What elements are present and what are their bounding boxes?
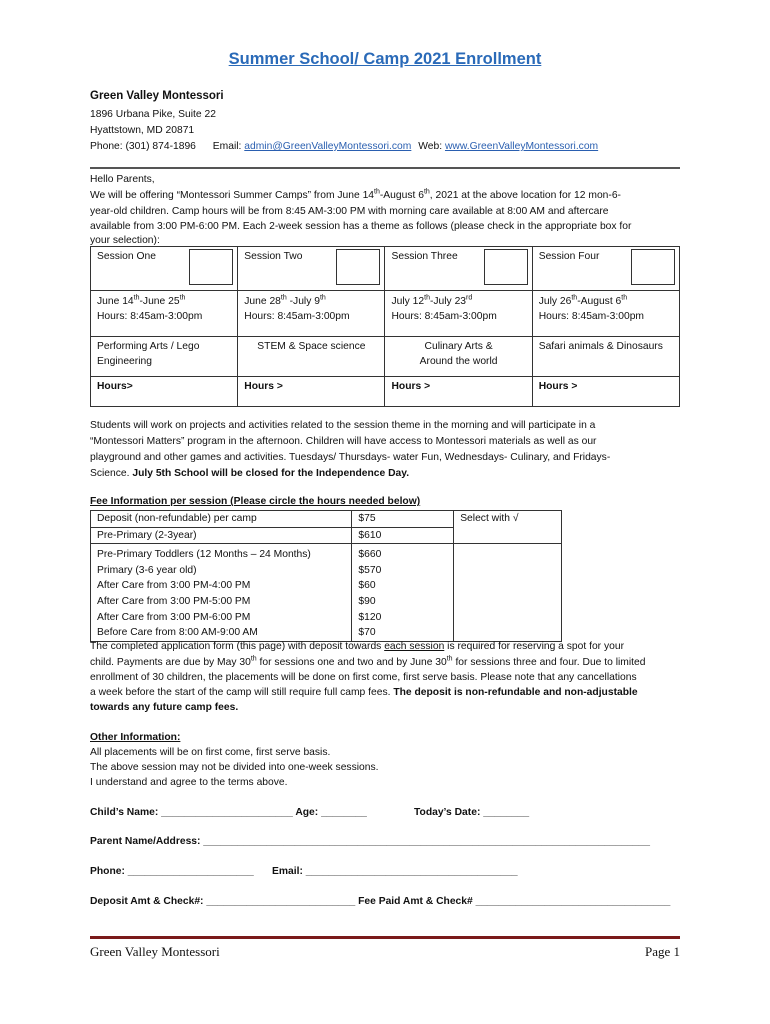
school-contact-line <box>90 139 598 155</box>
school-name: Green Valley Montessori <box>90 90 224 102</box>
intro-line-3: available from 3:00 PM-6:00 PM. Each 2-week session has a theme as follows (please check in the appropriate box for <box>90 221 632 232</box>
session-two-header: Session Two <box>238 247 385 291</box>
school-phone: Phone: (301) 874-1896 <box>90 141 196 152</box>
todays-date-field[interactable]: Today’s Date: ________ <box>414 807 530 818</box>
session-one-theme: Performing Arts / Lego Engineering <box>91 337 238 377</box>
application-line-5: towards any future camp fees. <box>90 702 239 713</box>
intro-line-4: your selection): <box>90 235 160 246</box>
application-line-2: child. Payments are due by May 30th for sessions one and two and by June 30th for sessions three and four. Due to limited <box>90 655 646 668</box>
students-line-1: Students will work on projects and activities related to the session theme in the morning and will participate in a <box>90 420 596 431</box>
application-line-3: enrollment of 30 children, the placements will be done on first come, first serve basis. Please note that any cancellations <box>90 672 637 683</box>
students-line-3: playground and other games and activities. Tuesdays/ Thursdays- water Fun, Wednesdays- Culinary, and Fridays- <box>90 452 611 463</box>
session-four-header: Session Four <box>532 247 679 291</box>
session-one-dates: June 14th-June 25th Hours: 8:45am-3:00pm <box>91 291 238 337</box>
fee-heading: Fee Information per session (Please circle the hours needed below) <box>90 496 421 507</box>
intro-line-1: We will be offering “Montessori Summer Camps” from June 14th-August 6th, 2021 at the above location for 12 mon-6- <box>90 188 621 201</box>
fee-label: Pre-Primary (2-3year) <box>91 527 352 544</box>
footer-divider <box>90 936 680 939</box>
session-four-hours-field[interactable]: Hours > <box>532 377 679 407</box>
web-link[interactable]: www.GreenValleyMontessori.com <box>444 141 599 152</box>
fee-price: $75 <box>352 511 454 528</box>
session-one-hours-field[interactable]: Hours> <box>91 377 238 407</box>
session-two-dates: June 28th -July 9th Hours: 8:45am-3:00pm <box>238 291 385 337</box>
session-two-checkbox[interactable] <box>336 249 380 285</box>
session-four-theme: Safari animals & Dinosaurs <box>532 337 679 377</box>
fee-label: Deposit (non-refundable) per camp <box>91 511 352 528</box>
intro-greeting: Hello Parents, <box>90 174 155 185</box>
session-three-hours-field[interactable]: Hours > <box>385 377 532 407</box>
fee-table <box>90 510 562 642</box>
session-one-checkbox[interactable] <box>189 249 233 285</box>
fee-label: Pre-Primary Toddlers (12 Months – 24 Months) Primary (3-6 year old) After Care from 3:00 PM-4:00 PM After Care from 3:00 PM-5:00 PM After Care from 3:00 PM-6:00 PM Before Care from 8:00 AM-9:00 AM <box>91 544 352 642</box>
other-line-3: I understand and agree to the terms above. <box>90 777 288 788</box>
email-field[interactable]: Email: _____________________________________ <box>272 866 518 877</box>
session-three-theme: Culinary Arts & Around the world <box>385 337 532 377</box>
page-number: Page 1 <box>644 944 680 959</box>
fee-select-header[interactable]: Select with √ <box>454 511 562 544</box>
intro-line-2: year-old children. Camp hours will be from 8:45 AM-3:00 PM with morning care available at 8:00 AM and aftercare <box>90 206 609 217</box>
fee-price: $660 $570 $60 $90 $120 $70 <box>352 544 454 642</box>
students-line-4: Science. July 5th School will be closed for the Independence Day. <box>90 468 410 479</box>
session-three-checkbox[interactable] <box>484 249 528 285</box>
web-label: Web: <box>418 141 443 152</box>
application-line-1: The completed application form (this page) with deposit towards each session is required for reserving a spot for your <box>90 641 624 652</box>
email-link[interactable]: admin@GreenValleyMontessori.com <box>244 141 412 152</box>
other-line-1: All placements will be on first come, first serve basis. <box>90 747 331 758</box>
phone-field[interactable]: Phone: ______________________ <box>90 866 254 877</box>
school-address-line1: 1896 Urbana Pike, Suite 22 <box>90 109 216 120</box>
session-three-header: Session Three <box>385 247 532 291</box>
header-divider <box>90 167 680 169</box>
fee-price: $610 <box>352 527 454 544</box>
other-line-2: The above session may not be divided into one-week sessions. <box>90 762 379 773</box>
footer-school-name: Green Valley Montessori <box>90 944 220 959</box>
session-four-dates: July 26th-August 6th Hours: 8:45am-3:00pm <box>532 291 679 337</box>
session-two-theme: STEM & Space science <box>238 337 385 377</box>
other-heading: Other Information: <box>90 732 181 743</box>
child-name-field[interactable]: Child’s Name: _______________________ Age: ________ <box>90 807 367 818</box>
application-line-4: a week before the start of the camp will still require full camp fees. The deposit is non-refundable and non-adjustable <box>90 687 638 698</box>
email-label: Email: <box>212 141 242 152</box>
deposit-fee-field[interactable]: Deposit Amt & Check#: __________________________ Fee Paid Amt & Check# __________________________________ <box>90 896 671 907</box>
session-three-dates: July 12th-July 23rd Hours: 8:45am-3:00pm <box>385 291 532 337</box>
school-address-line2: Hyattstown, MD 20871 <box>90 125 195 136</box>
session-four-checkbox[interactable] <box>631 249 675 285</box>
page-title: Summer School/ Camp 2021 Enrollment <box>228 50 542 68</box>
session-two-hours-field[interactable]: Hours > <box>238 377 385 407</box>
students-line-2: “Montessori Matters” program in the afternoon. Children will have access to Montessori materials as well as our <box>90 436 597 447</box>
fee-select-cell[interactable] <box>454 544 562 642</box>
sessions-table <box>90 246 680 407</box>
parent-address-field[interactable]: Parent Name/Address: ______________________________________________________________________________ <box>90 836 650 847</box>
session-one-header: Session One <box>91 247 238 291</box>
